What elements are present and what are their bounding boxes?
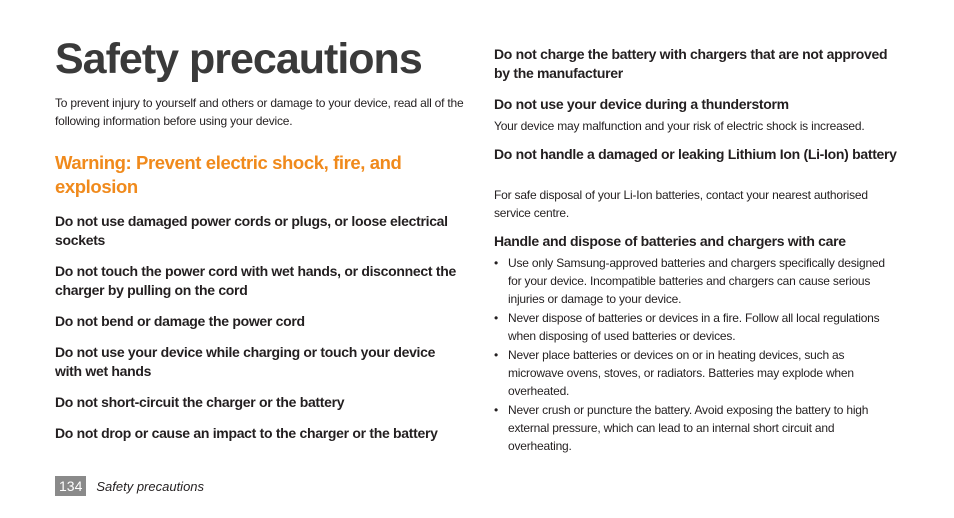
thunderstorm-description: Your device may malfunction and your risk of electric shock is increased.: [494, 119, 865, 133]
precaution-heading-drop-impact: Do not drop or cause an impact to the charger or the battery: [55, 425, 438, 441]
precaution-heading-bend-cord: Do not bend or damage the power cord: [55, 313, 305, 329]
list-item-text: Never place batteries or devices on or in heating devices, such as microwave ovens, stoves, or radiators. Batteries may explode when overheated.: [508, 348, 854, 398]
page-title: Safety precautions: [55, 35, 422, 83]
footer-section-label: Safety precautions: [96, 478, 205, 494]
list-item: [494, 401, 899, 455]
precaution-heading-damaged-cords: Do not use damaged power cords or plugs, or loose electrical sockets: [55, 213, 448, 248]
list-item-text: Use only Samsung-approved batteries and chargers specifically designed for your device. Incompatible batteries and chargers can cause serious injuries or damage to your device.: [508, 256, 885, 306]
bullet-icon: •: [494, 403, 499, 417]
precaution-heading-thunderstorm: Do not use your device during a thunderstorm: [494, 96, 789, 112]
list-item-text: Never crush or puncture the battery. Avoid exposing the battery to high external pressure, which can lead to an internal short circuit and overheating.: [508, 403, 869, 453]
bullet-icon: •: [494, 256, 499, 270]
bullet-icon: •: [494, 311, 499, 325]
battery-care-list: [494, 254, 899, 456]
list-item: [494, 309, 899, 345]
list-item-text: Never dispose of batteries or devices in a fire. Follow all local regulations when disposing of used batteries or devices.: [508, 311, 880, 343]
bullet-icon: •: [494, 348, 499, 362]
page-footer: [55, 476, 204, 496]
precaution-heading-liion-battery: Do not handle a damaged or leaking Lithium Ion (Li-Ion) battery: [494, 146, 897, 162]
precaution-heading-short-circuit: Do not short-circuit the charger or the battery: [55, 394, 345, 410]
precaution-heading-unapproved-chargers: Do not charge the battery with chargers that are not approved by the manufacturer: [494, 46, 888, 81]
warning-heading: Warning: Prevent electric shock, fire, and explosion: [55, 152, 402, 197]
list-item: [494, 346, 899, 400]
intro-paragraph: To prevent injury to yourself and others or damage to your device, read all of the following information before using your device.: [55, 96, 464, 128]
liion-description: For safe disposal of your Li-Ion batteries, contact your nearest authorised service centre.: [494, 188, 868, 220]
page-number: 134: [55, 476, 86, 496]
list-item: [494, 254, 899, 308]
precaution-heading-charging-wet-hands: Do not use your device while charging or touch your device with wet hands: [55, 344, 436, 379]
precaution-heading-wet-hands-cord: Do not touch the power cord with wet hands, or disconnect the charger by pulling on the cord: [55, 263, 456, 298]
precaution-heading-handle-dispose: Handle and dispose of batteries and chargers with care: [494, 233, 846, 249]
